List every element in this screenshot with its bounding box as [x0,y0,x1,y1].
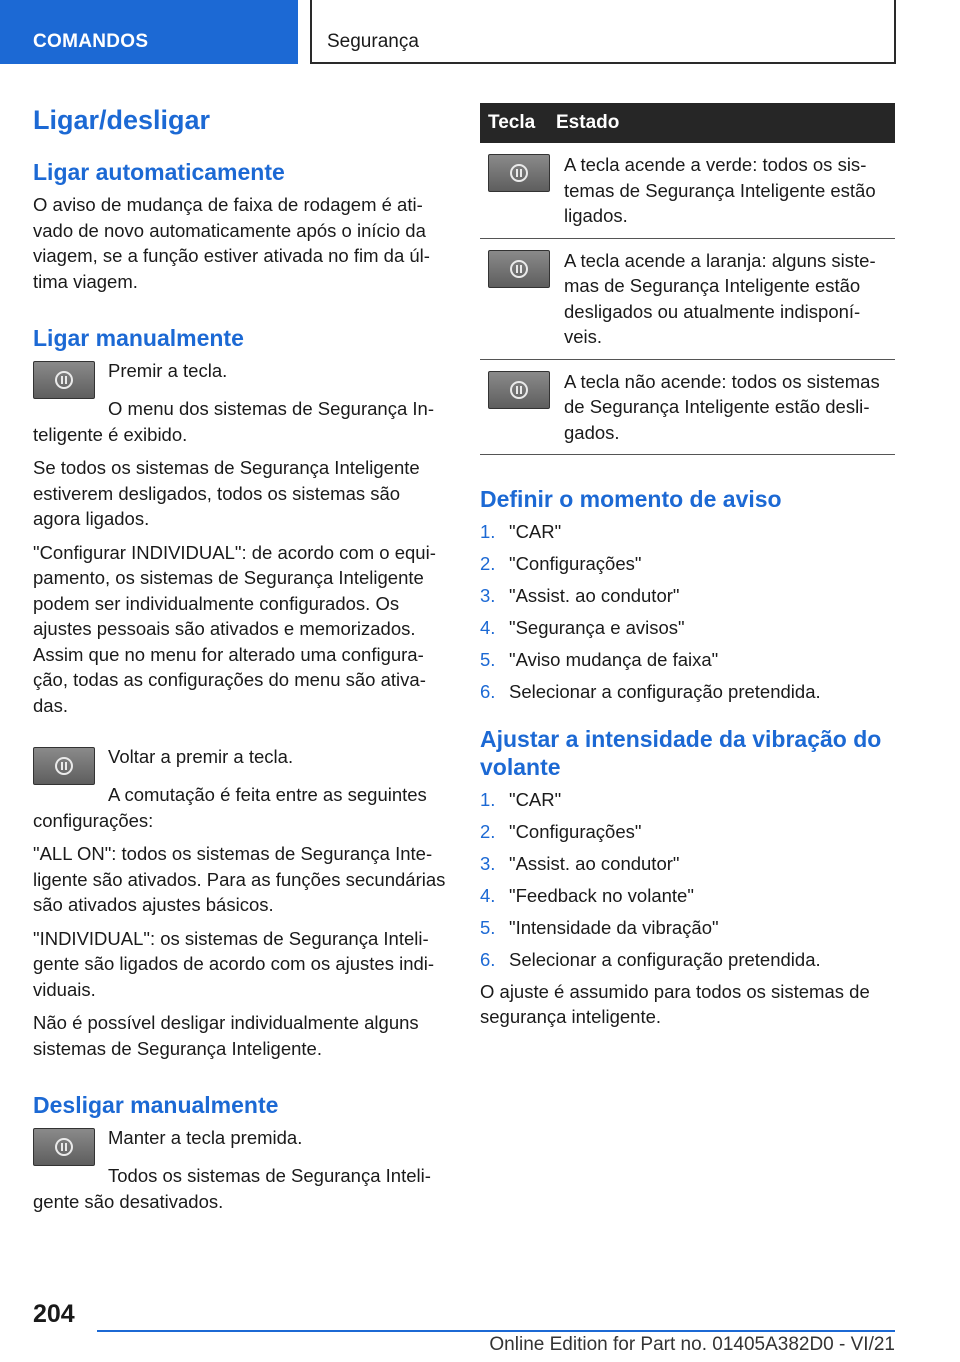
list-item: 1. "CAR" [480,521,562,542]
warning-time-steps [480,519,895,705]
page-title: Ligar/desligar [33,105,211,135]
paragraph: "ALL ON": todos os sistemas de Segurança Inteligente são ativados. Para as funções secundárias são ativados ajustes básicos. [33,843,446,915]
step-detail: O menu dos sistemas de Segurança Inteligente é exibido. [33,398,434,445]
list-item: 1. "CAR" [480,788,562,810]
paragraph: Se todos os sistemas de Segurança Inteligente estiverem desligados, todos os sistemas são agora ligados. [33,457,420,529]
state-text: A tecla acende a laranja: alguns sistemas de Segurança Inteligente estão desligados ou atualmente indisponíveis. [550,238,895,359]
heading-manual-on: Ligar manualmente [33,325,244,351]
heading-auto-on: Ligar automaticamente [33,159,285,185]
list-item: 4. "Feedback no volante" [480,884,694,906]
safety-button-icon [488,250,550,288]
paragraph: Não é possível desligar individualmente alguns sistemas de Segurança Inteligente. [33,1012,419,1059]
vibration-steps [480,787,895,973]
list-item: 2. "Configurações" [480,820,642,842]
table-header-state: Estado [550,103,895,143]
list-item: 5. "Intensidade da vibração" [480,916,719,938]
paragraph: "Configurar INDIVIDUAL": de acordo com o equipamento, os sistemas de Segurança Inteligente podem ser individualmente configurados. Os ajustes pessoais são ativados e memorizados. Assim que no menu for alterado uma configuração, todas as configurações do menu são ativadas. [33,541,436,716]
manual-off-step [33,1125,447,1166]
safety-button-icon [488,154,550,192]
safety-button-icon [33,361,95,399]
table-header-key: Tecla [480,103,550,143]
list-item: 3. "Assist. ao condutor" [480,852,680,874]
list-item: 3. "Assist. ao condutor" [480,585,680,606]
auto-on-text: O aviso de mudança de faixa de rodagem é ativado de novo automaticamente após o início da viagem, se a função estiver ativada no fim da última viagem. [33,194,430,292]
button-state-table [480,103,895,455]
safety-button-icon [488,371,550,409]
table-row [480,143,895,238]
heading-vibration: Ajustar a intensidade da vibração do volante [480,725,882,780]
state-text: A tecla acende a verde: todos os sistemas de Segurança Inteligente estão ligados. [550,143,895,238]
step-text: Manter a tecla premida. [108,1127,303,1148]
list-item: 2. "Configurações" [480,553,642,574]
step-text: Premir a tecla. [108,360,228,381]
list-item: 5. "Aviso mudança de faixa" [480,649,719,670]
step-detail: Todos os sistemas de Segurança Inteligente são desativados. [33,1165,431,1212]
manual-on-step2 [33,744,447,785]
heading-warning-time: Definir o momento de aviso [480,486,782,512]
footer-divider [97,1330,895,1332]
section-tab: COMANDOS [0,0,298,64]
safety-button-icon [33,747,95,785]
list-item: 6. Selecionar a configuração pretendida. [480,681,821,702]
table-row [480,359,895,455]
paragraph: "INDIVIDUAL": os sistemas de Segurança Inteligente são ligados de acordo com os ajustes individuais. [33,927,435,1000]
step-detail: A comutação é feita entre as seguintes configurações: [33,784,427,831]
list-item: 6. Selecionar a configuração pretendida. [480,948,821,970]
state-text: A tecla não acende: todos os sistemas de Segurança Inteligente estão desligados. [550,359,895,455]
vibration-note: O ajuste é assumido para todos os sistemas de segurança inteligente. [480,980,870,1027]
edition-text: Online Edition for Part no. 01405A382D0 - VI/21 [489,1334,895,1355]
list-item: 4. "Segurança e avisos" [480,617,685,638]
manual-on-step1 [33,358,447,399]
right-column [480,96,895,1038]
left-column [33,96,447,1222]
table-row [480,238,895,359]
step-text: Voltar a premir a tecla. [108,746,294,767]
safety-button-icon [33,1128,95,1166]
page-number: 204 [33,1300,75,1328]
topic-tab: Segurança [310,0,896,64]
heading-manual-off: Desligar manualmente [33,1092,279,1118]
